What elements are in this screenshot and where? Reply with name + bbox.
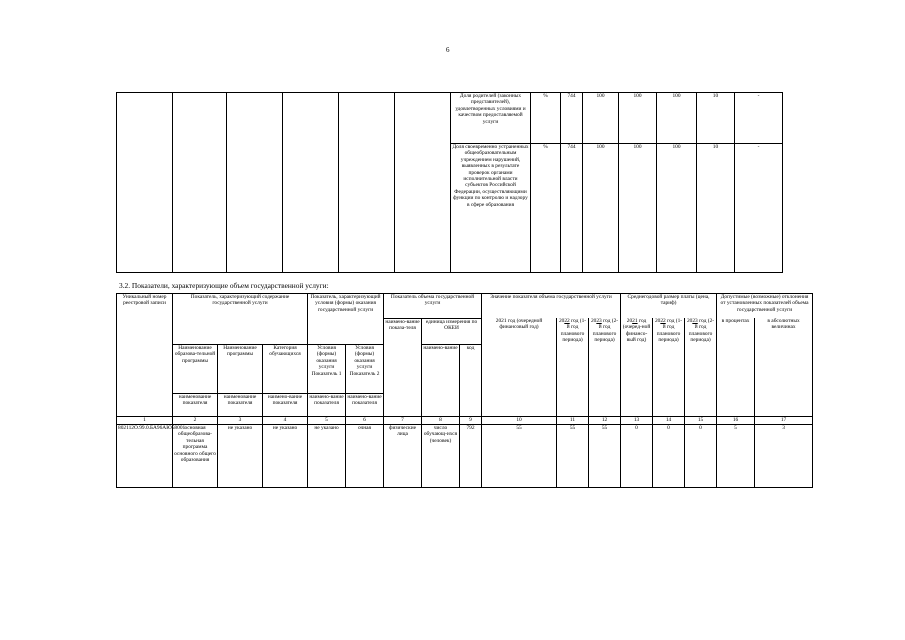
column-number: 15 (685, 417, 717, 425)
value-2021: 100 (583, 144, 619, 273)
header-year-2022: 2022 год (1-й год планового периода) (557, 318, 589, 417)
header-unique-number: Уникальный номер реестровой записи (117, 294, 173, 417)
volume-2023: 55 (589, 425, 621, 488)
deviation-percent: 5 (717, 425, 755, 488)
value-2023: 100 (657, 144, 697, 273)
deviation-absolute: 3 (755, 425, 813, 488)
condition-2: очная (346, 425, 384, 488)
header-indicator-label: наимено-вание показателя (263, 394, 308, 417)
header-volume-value: Значение показателя объема государственной услуги (482, 294, 621, 319)
column-number: 4 (263, 417, 308, 425)
header-indicator-label: наимено-вание показателя (308, 394, 346, 417)
empty-cell (308, 318, 384, 345)
header-indicator-label: наименование показателя (173, 394, 218, 417)
quality-indicators-continuation-table (116, 92, 783, 273)
header-condition-2: Условия (формы) оказания услуги Показатель 2 (346, 345, 384, 394)
empty-cell (227, 93, 283, 273)
empty-cell (173, 318, 308, 345)
header-year-2023: 2023 год (2-й год планового периода) (589, 318, 621, 417)
tolerance: 10 (697, 93, 735, 144)
deviation: - (735, 93, 783, 144)
header-avg-fee: Среднегодовой размер платы (цена, тариф) (621, 294, 717, 319)
indicator-okei: 744 (561, 144, 583, 273)
education-program: основная общеобразова-тельная программа основного общего образования (173, 425, 218, 488)
header-program-name: Наименование программы (218, 345, 263, 394)
section-heading: 3.2. Показатели, характеризующие объем государственной услуги: (119, 281, 329, 290)
column-number: 3 (218, 417, 263, 425)
header-in-percent: в процентах (717, 318, 755, 417)
header-indicator-label: наименование показателя (218, 394, 263, 417)
indicator-name: Доля родителей (законных представителей), удовлетворенных условиями и качеством предоставляемой услуги (451, 93, 531, 144)
value-2021: 100 (583, 93, 619, 144)
header-condition-indicator: Показатель, характеризующий условия (формы) оказания государственной услуги (308, 294, 384, 319)
column-number: 12 (589, 417, 621, 425)
unit-code: 792 (460, 425, 482, 488)
value-2023: 100 (657, 93, 697, 144)
column-number: 5 (308, 417, 346, 425)
header-education-program: Наименование образова-тельной программы (173, 345, 218, 394)
header-content-indicator: Показатель, характеризующий содержание государственной услуги (173, 294, 308, 319)
column-number: 10 (482, 417, 557, 425)
column-number: 14 (653, 417, 685, 425)
indicator-okei: 744 (561, 93, 583, 144)
header-unit-code: код (460, 345, 482, 417)
volume-indicator-name: физические лица (384, 425, 422, 488)
header-in-absolute: в абсолютных величинах (755, 318, 813, 417)
header-fee-2021: 2021 год (очеред-ной финансо-вый год) (621, 318, 653, 417)
header-fee-2022: 2022 год (1-й год планового периода) (653, 318, 685, 417)
fee-2022: 0 (653, 425, 685, 488)
tolerance: 10 (697, 144, 735, 273)
column-number: 16 (717, 417, 755, 425)
student-category: не указано (263, 425, 308, 488)
column-number: 17 (755, 417, 813, 425)
fee-2021: 0 (621, 425, 653, 488)
deviation: - (735, 144, 783, 273)
empty-cell (339, 93, 395, 273)
header-indicator-name: наимено-вание показа-теля (384, 318, 422, 417)
empty-cell (283, 93, 339, 273)
header-condition-1: Условия (формы) оказания услуги Показатель 1 (308, 345, 346, 394)
empty-cell (395, 93, 451, 273)
fee-2023: 0 (685, 425, 717, 488)
program-name: не указано (218, 425, 263, 488)
value-2022: 100 (619, 93, 657, 144)
indicator-unit: % (531, 144, 561, 273)
header-year-2021: 2021 год (очередной финансовый год) (482, 318, 557, 417)
volume-2022: 55 (557, 425, 589, 488)
indicator-name: Доля своевременно устраненных общеобразовательным учреждением нарушений, выявленных в результате проверок органами исполнительной власти субъектов Российской Федерации, осуществляющими функции по контролю и надзору в сфере образования (451, 144, 531, 273)
empty-cell (117, 93, 173, 273)
header-indicator-label: наимено-вание показателя (346, 394, 384, 417)
column-number: 13 (621, 417, 653, 425)
column-number: 2 (173, 417, 218, 425)
page-number: 6 (446, 46, 450, 54)
column-number: 7 (384, 417, 422, 425)
column-number: 11 (557, 417, 589, 425)
header-unit-name: наимено-вание (422, 345, 460, 417)
volume-2021: 55 (482, 425, 557, 488)
column-number: 8 (422, 417, 460, 425)
column-number: 1 (117, 417, 173, 425)
value-2022: 100 (619, 144, 657, 273)
unit-name: число обучающ-ихся (человек) (422, 425, 460, 488)
header-fee-2023: 2023 год (2-й год планового периода) (685, 318, 717, 417)
header-volume-indicator: Показатель объема государственной услуги (384, 294, 482, 319)
column-number: 9 (460, 417, 482, 425)
header-allowed-deviation: Допустимые (возможные) отклонения от установленных показателей объема государственной услуги (717, 294, 813, 319)
header-unit-okei: единица измерения по ОКЕИ (422, 318, 482, 345)
condition-1: не указано (308, 425, 346, 488)
column-number: 6 (346, 417, 384, 425)
header-student-category: Категория обучающихся (263, 345, 308, 394)
registry-number: 802112О.99.0.БА96АЮ58001 (117, 425, 173, 488)
empty-cell (173, 93, 227, 273)
indicator-unit: % (531, 93, 561, 144)
volume-indicators-table (116, 293, 813, 488)
